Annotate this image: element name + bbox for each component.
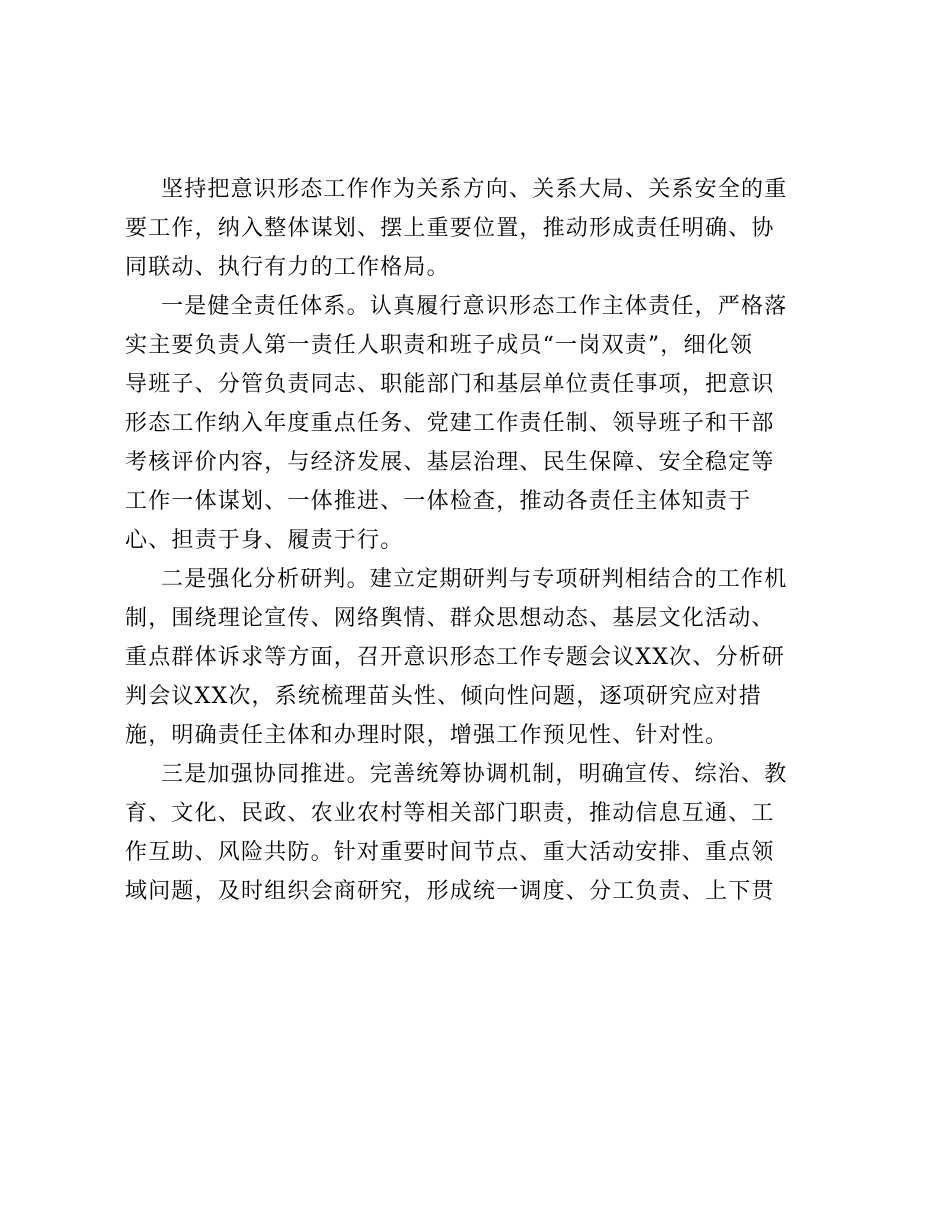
text-line: 导班子、分管负责同志、职能部门和基层单位责任事项，把意识 bbox=[125, 372, 775, 397]
text-line: 形态工作纳入年度重点任务、党建工作责任制、领导班子和干部 bbox=[125, 411, 775, 436]
text-line: 二是强化分析研判。建立定期研判与专项研判相结合的工作机 bbox=[161, 567, 788, 592]
text-line: 要工作，纳入整体谋划、摆上重要位置，推动形成责任明确、协 bbox=[125, 216, 775, 241]
text-line: 一是健全责任体系。认真履行意识形态工作主体责任，严格落 bbox=[161, 294, 788, 319]
document-body bbox=[125, 170, 835, 911]
text-line: 实主要负责人第一责任人职责和班子成员“一岗双责”，细化领 bbox=[125, 333, 754, 358]
text-line: 同联动、执行有力的工作格局。 bbox=[125, 255, 450, 280]
text-line: 判会议XX次，系统梳理苗头性、倾向性问题，逐项研究应对措 bbox=[125, 684, 762, 709]
text-line: 心、担责于身、履责于行。 bbox=[125, 528, 404, 553]
text-line: 施，明确责任主体和办理时限，增强工作预见性、针对性。 bbox=[125, 723, 729, 748]
text-line: 考核评价内容，与经济发展、基层治理、民生保障、安全稳定等 bbox=[125, 450, 775, 475]
text-line: 工作一体谋划、一体推进、一体检查，推动各责任主体知责于 bbox=[125, 489, 752, 514]
text-line: 坚持把意识形态工作作为关系方向、关系大局、关系安全的重 bbox=[161, 177, 788, 202]
text-line: 制，围绕理论宣传、网络舆情、群众思想动态、基层文化活动、 bbox=[125, 606, 775, 631]
text-line: 重点群体诉求等方面，召开意识形态工作专题会议XX次、分析研 bbox=[125, 645, 786, 670]
text-line: 域问题，及时组织会商研究，形成统一调度、分工负责、上下贯 bbox=[125, 879, 775, 904]
text-line: 三是加强协同推进。完善统筹协调机制，明确宣传、综治、教 bbox=[161, 762, 788, 787]
text-line: 育、文化、民政、农业农村等相关部门职责，推动信息互通、工 bbox=[125, 801, 775, 826]
text-line: 作互助、风险共防。针对重要时间节点、重大活动安排、重点领 bbox=[125, 840, 775, 865]
